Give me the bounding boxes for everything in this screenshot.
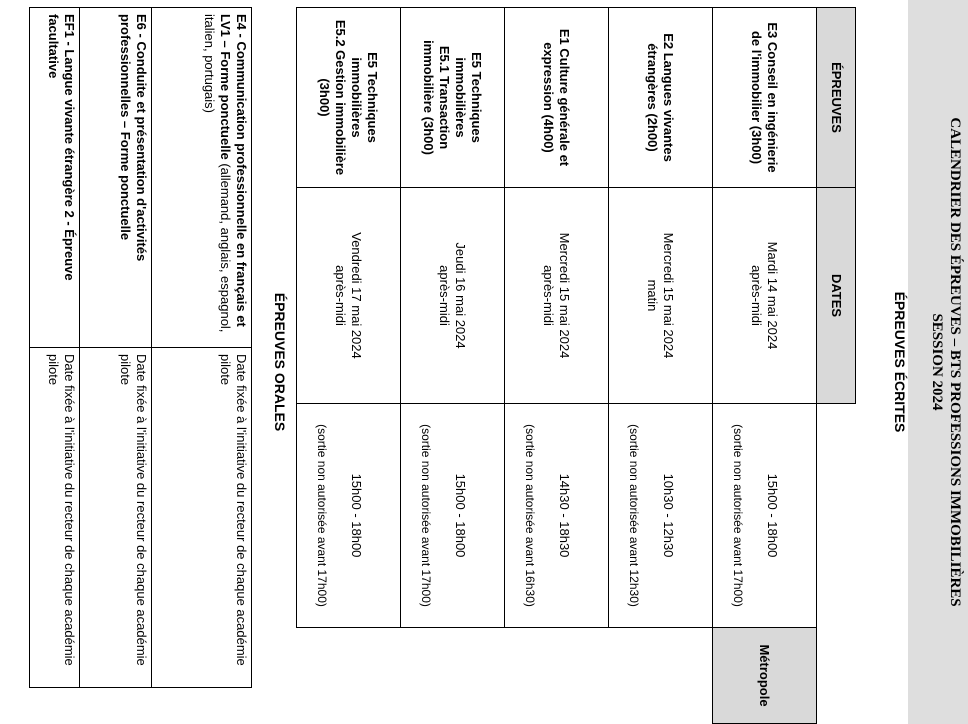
date-period: après-midi: [437, 265, 453, 326]
exit-note: (sortie non autorisée avant 12h30): [627, 424, 642, 607]
metropole-time-cell: [713, 404, 817, 628]
oral-epreuve-title: E4 - Communication professionnelle en français et LV1 – Forme ponctuelle: [218, 14, 249, 327]
title-banner: [908, 0, 968, 724]
header-metropole: Métropole: [713, 628, 817, 724]
oral-epreuve-detail: (allemand, anglais, espagnol, italien, portugais): [202, 14, 233, 333]
header-spacer: [817, 404, 856, 628]
table-row: [152, 8, 252, 688]
time-range: 10h30 - 12h30: [661, 473, 677, 558]
date-day: Mercredi 15 mai 2024: [661, 232, 677, 359]
epreuve-cell: E3 Conseil en ingénierie de l'immobilier (3h00): [713, 8, 817, 188]
metropole-time-cell: [505, 404, 609, 628]
date-period: après-midi: [333, 265, 349, 326]
epreuve-cell: E2 Langues vivantes étrangères (2h00): [609, 8, 713, 188]
metropole-time-cell: [609, 404, 713, 628]
exit-note: (sortie non autorisée avant 17h00): [419, 424, 434, 607]
date-day: Vendredi 17 mai 2024: [349, 232, 365, 359]
table-row: [30, 8, 80, 688]
metropole-time-cell: [297, 404, 401, 628]
exit-note: (sortie non autorisée avant 17h00): [315, 424, 330, 607]
date-cell: [401, 188, 505, 404]
table-row: [401, 8, 505, 724]
row-spacer: [505, 628, 609, 724]
row-spacer: [401, 628, 505, 724]
oral-date-cell: Date fixée à l'initiative du recteur de chaque académie pilote: [30, 348, 80, 688]
epreuve-subject: E5.2 Gestion immobilière (3h00): [317, 19, 349, 176]
date-cell: [609, 188, 713, 404]
epreuve-group: E5 Techniques immobilières: [349, 52, 381, 143]
date-period: matin: [645, 279, 661, 312]
table-row: [609, 8, 713, 724]
epreuve-cell: [401, 8, 505, 188]
date-cell: [505, 188, 609, 404]
date-day: Mardi 14 mai 2024: [765, 241, 781, 350]
time-range: 15h00 - 18h00: [453, 473, 469, 558]
table-row: [505, 8, 609, 724]
oral-date-cell: Date fixée à l'initiative du recteur de chaque académie pilote: [80, 348, 152, 688]
document-title: [928, 0, 964, 724]
title-line-2: SESSION 2024: [929, 313, 945, 411]
epreuve-cell: [297, 8, 401, 188]
exit-note: (sortie non autorisée avant 17h00): [731, 424, 746, 607]
written-exams-table: [296, 7, 856, 724]
date-cell: [713, 188, 817, 404]
table-header-row: [817, 8, 856, 724]
date-day: Jeudi 16 mai 2024: [453, 242, 469, 349]
oral-date-cell: Date fixée à l'initiative du recteur de chaque académie pilote: [152, 348, 252, 688]
header-dates: DATES: [817, 188, 856, 404]
time-range: 14h30 - 18h30: [557, 473, 573, 558]
header-epreuves: ÉPREUVES: [817, 8, 856, 188]
table-row: [297, 8, 401, 724]
table-row: [80, 8, 152, 688]
row-spacer: [297, 628, 401, 724]
exit-note: (sortie non autorisée avant 16h30): [523, 424, 538, 607]
oral-epreuve-cell: E6 - Conduite et présentation d'activités professionnelles – Forme ponctuelle: [80, 8, 152, 348]
table-row: [713, 8, 817, 724]
time-range: 15h00 - 18h00: [765, 473, 781, 558]
oral-epreuve-cell: [152, 8, 252, 348]
date-period: après-midi: [541, 265, 557, 326]
title-line-1: CALENDRIER DES ÉPREUVES – BTS PROFESSIONS IMMOBILIÈRES: [947, 117, 963, 607]
row-spacer: [609, 628, 713, 724]
epreuve-subject: E5.1 Transaction immobilière (3h00): [421, 40, 453, 155]
oral-exams-table: [29, 7, 252, 688]
written-section-title: ÉPREUVES ÉCRITES: [892, 291, 908, 433]
epreuve-group: E5 Techniques immobilières: [453, 52, 485, 143]
header-spacer-2: [817, 628, 856, 724]
oral-section-title: ÉPREUVES ORALES: [272, 292, 288, 432]
date-cell: [297, 188, 401, 404]
metropole-time-cell: [401, 404, 505, 628]
oral-epreuve-cell: EF1 - Langue vivante étrangère 2 - Épreuve facultative: [30, 8, 80, 348]
date-day: Mercredi 15 mai 2024: [557, 232, 573, 359]
epreuve-cell: E1 Culture générale et expression (4h00): [505, 8, 609, 188]
date-period: après-midi: [749, 265, 765, 326]
time-range: 15h00 - 18h00: [349, 473, 365, 558]
